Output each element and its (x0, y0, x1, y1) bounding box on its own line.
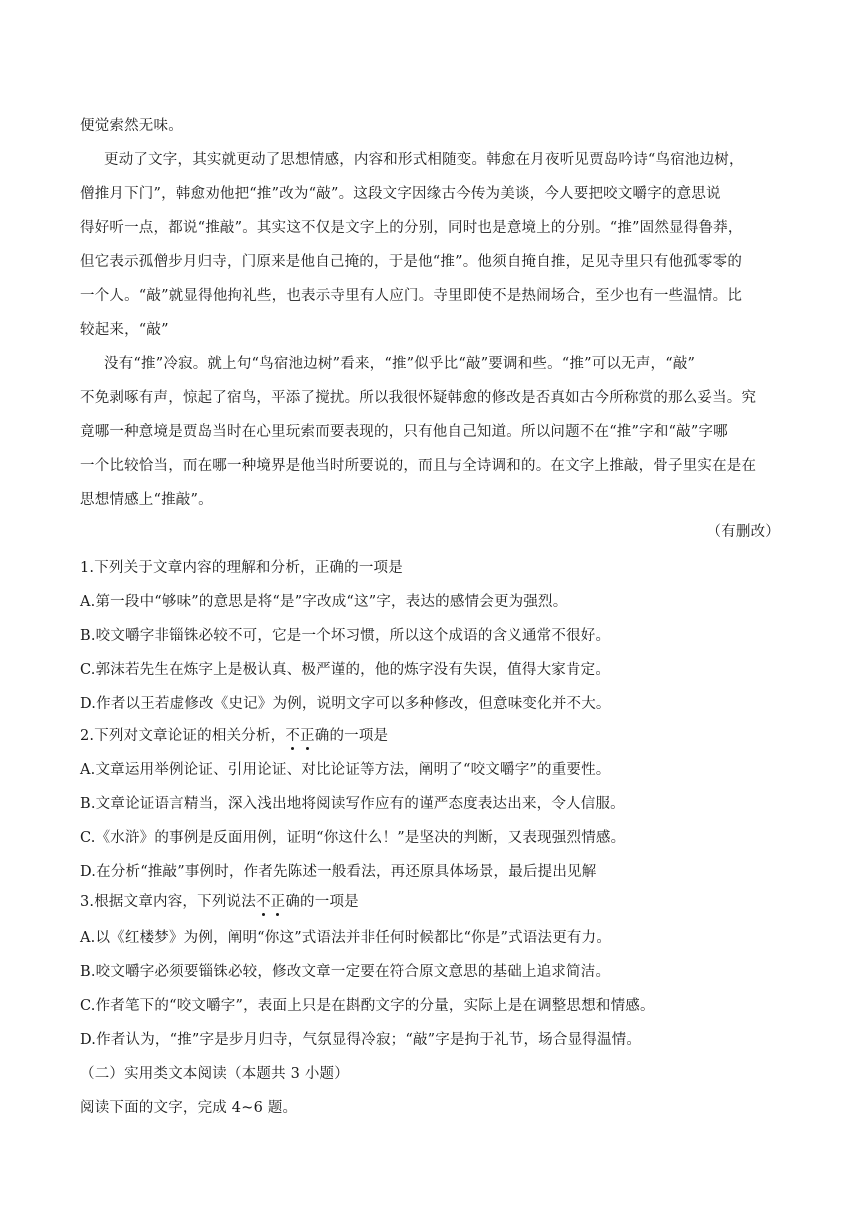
stem-text: 3.根据文章内容，下列说法 (80, 894, 256, 910)
question-2-option-d: D.在分析“推敲”事例时，作者先陈述一般看法，再还原具体场景，最后提出见解 (80, 864, 597, 880)
question-1-stem: 1.下列关于文章内容的理解和分析，正确的一项是 (80, 560, 403, 576)
question-3-option-b: B.咬文嚼字必须要锱铢必较，修改文章一定要在符合原文意思的基础上追求简洁。 (80, 964, 611, 980)
question-2-option-c: C.《水浒》的事例是反面用例，证明“你这什么！”是坚决的判断，又表现强烈情感。 (80, 830, 626, 846)
emphasis-dot-char: 不 (285, 724, 300, 745)
passage-line: 没有“推”冷寂。就上句“鸟宿池边树”看来，“推”似乎比“敲”要调和些。“推”可以无声，“敲” (104, 356, 696, 372)
emphasis-dot-char: 不 (256, 890, 271, 911)
stem-text: 2.下列对文章论证的相关分析， (80, 728, 286, 744)
passage-line: 便觉索然无味。 (80, 118, 183, 134)
passage-line: 一个人。“敲”就显得他拘礼些，也表示寺里有人应门。寺里即使不是热闹场合，至少也有一些温情。比 (80, 288, 743, 304)
question-2-option-a: A.文章运用举例论证、引用论证、对比论证等方法，阐明了“咬文嚼字”的重要性。 (80, 762, 611, 778)
question-3-stem (80, 890, 359, 911)
passage-line: 较起来，“敲” (80, 322, 169, 338)
question-1-option-a: A.第一段中“够味”的意思是将“是”字改成“这”字，表达的感情会更为强烈。 (80, 594, 568, 610)
passage-line: 但它表示孤僧步月归寺，门原来是他自己掩的，于是他“推”。他须自掩自推，足见寺里只有他孤零零的 (80, 254, 743, 270)
passage-line: 竟哪一种意境是贾岛当时在心里玩索而要表现的，只有他自己知道。所以问题不在“推”字和“敲”字哪 (80, 424, 728, 440)
section-heading: （二）实用类文本阅读（本题共 3 小题） (80, 1066, 349, 1082)
passage-line: 一个比较恰当，而在哪一种境界是他当时所要说的，而且与全诗调和的。在文字上推敲，骨子里实在是在 (80, 458, 757, 474)
question-1-option-c: C.郭沫若先生在炼字上是极认真、极严谨的，他的炼字没有失误，值得大家肯定。 (80, 662, 611, 678)
passage-line: 不免剥啄有声，惊起了宿鸟，平添了搅扰。所以我很怀疑韩愈的修改是否真如古今所称赏的那么妥当。究 (80, 390, 757, 406)
passage-line: 僧推月下门”，韩愈劝他把“推”改为“敲”。这段文字因缘古今传为美谈，今人要把咬文嚼字的意思说 (80, 186, 721, 202)
question-3-option-a: A.以《红楼梦》为例，阐明“你这”式语法并非任何时候都比“你是”式语法更有力。 (80, 930, 612, 946)
question-3-option-c: C.作者笔下的“咬文嚼字”，表面上只是在斟酌文字的分量，实际上是在调整思想和情感。 (80, 998, 655, 1014)
source-note: （有删改） (706, 524, 780, 540)
question-2-stem (80, 724, 388, 745)
question-1-option-b: B.咬文嚼字非锱铢必较不可，它是一个坏习惯，所以这个成语的含义通常不很好。 (80, 628, 611, 644)
emphasis-dot-char: 正 (271, 890, 286, 911)
stem-text: 确的一项是 (285, 894, 359, 910)
stem-text: 确的一项是 (314, 728, 389, 744)
passage-line: 更动了文字，其实就更动了思想情感，内容和形式相随变。韩愈在月夜听见贾岛吟诗“鸟宿池边树， (104, 152, 744, 168)
passage-line: 思想情感上“推敲”。 (80, 492, 213, 508)
question-2-option-b: B.文章论证语言精当，深入浅出地将阅读写作应有的谨严态度表达出来，令人信服。 (80, 796, 625, 812)
question-3-option-d: D.作者认为，“推”字是步月归寺，气氛显得冷寂；“敲”字是拘于礼节，场合显得温情。 (80, 1032, 642, 1048)
passage-line: 得好听一点，都说“推敲”。其实这不仅是文字上的分别，同时也是意境上的分别。“推”固然显得鲁莽， (80, 220, 743, 236)
emphasis-dot-char: 正 (300, 724, 315, 745)
question-1-option-d: D.作者以王若虚修改《史记》为例，说明文字可以多种修改，但意味变化并不大。 (80, 696, 611, 712)
section-instruction: 阅读下面的文字，完成 4~6 题。 (80, 1100, 298, 1116)
